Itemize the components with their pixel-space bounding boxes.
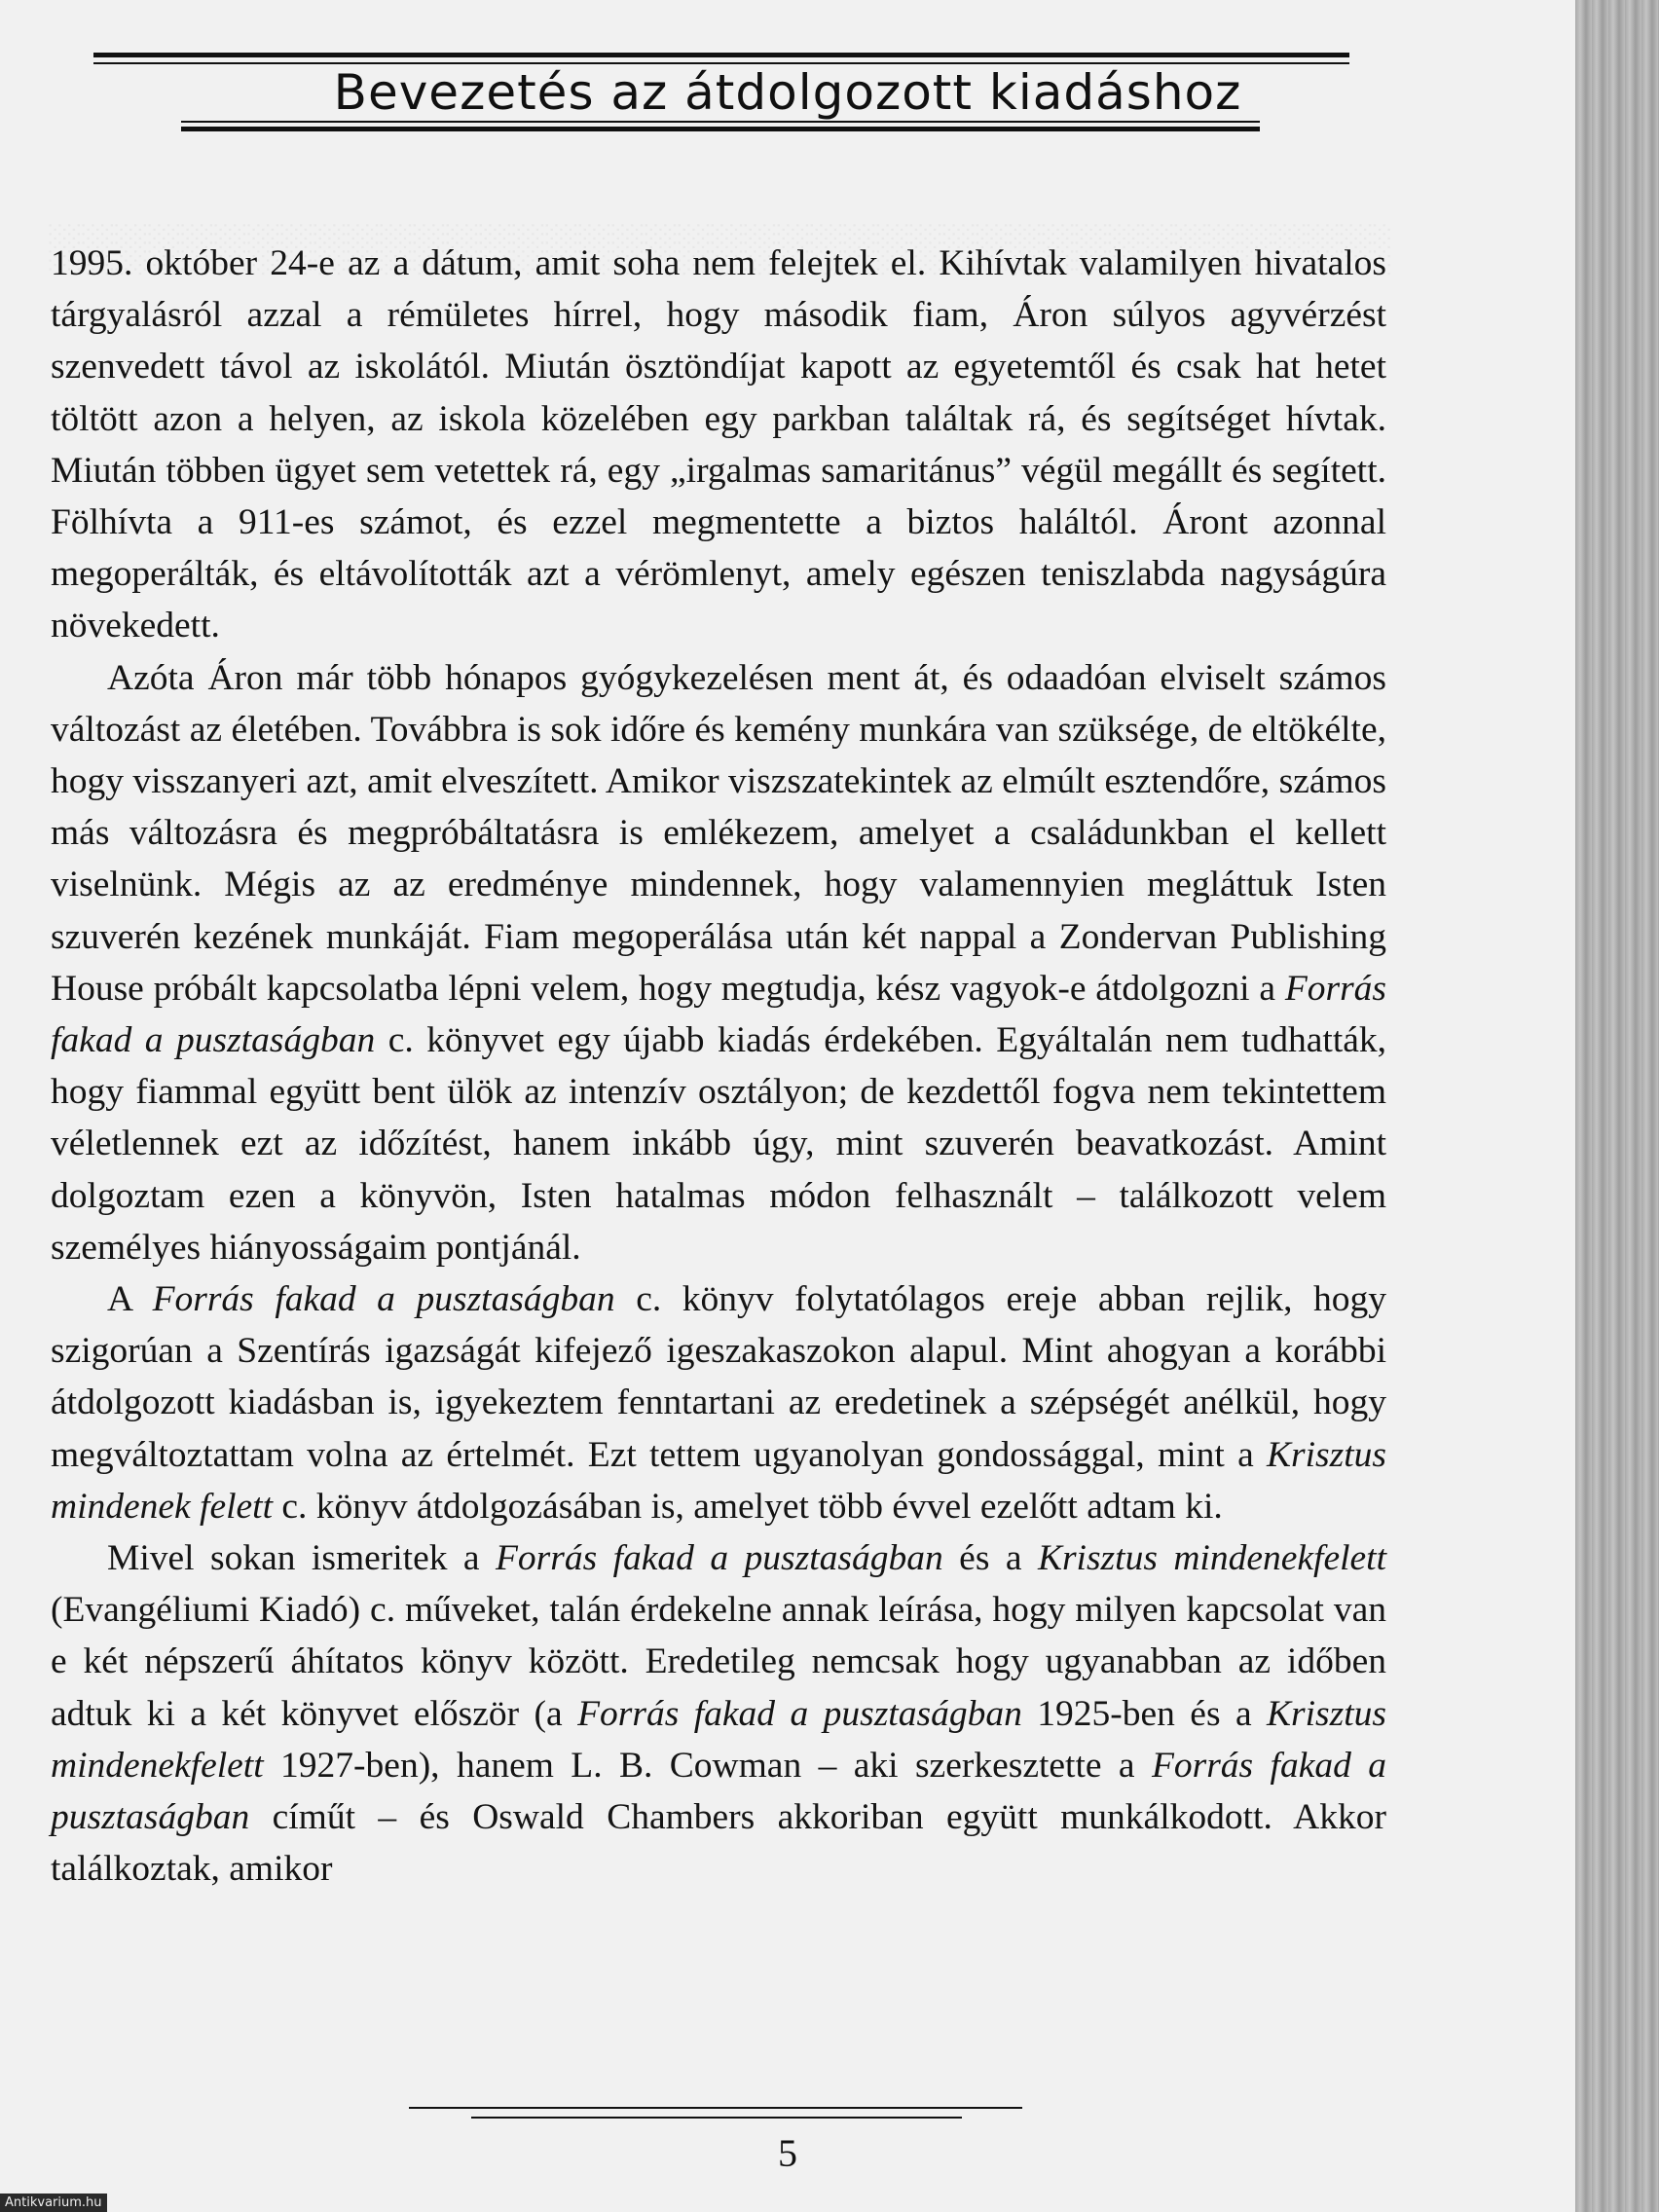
paragraph-text: c. könyv átdolgozásában is, amelyet több évvel ezelőtt adtam ki. [273, 1486, 1223, 1527]
header-rule-top-thick [93, 53, 1349, 57]
paragraph-text: Mivel sokan ismeritek a [107, 1538, 496, 1579]
watermark: Antikvarium.hu [0, 2194, 107, 2212]
page-number: 5 [778, 2131, 797, 2175]
footer-rule-bottom [471, 2117, 962, 2119]
footer-rule-top [409, 2107, 1022, 2109]
book-title-italic: Krisztus mindenekfelett [51, 1693, 1387, 1786]
paragraph-text: és a [942, 1538, 1038, 1579]
paragraph [51, 238, 1386, 652]
book-spine-edge [1575, 0, 1659, 2212]
book-title-italic: Forrás fakad a pusztaságban [577, 1693, 1022, 1734]
book-title-italic: Krisztus mindenek felett [51, 1434, 1386, 1527]
paragraph-text: 1925-ben és a [1021, 1693, 1268, 1734]
paragraph-text: (Evangéliumi Kiadó) c. műveket, talán érdekelne annak leírása, hogy milyen kapcsolat van e két népszerű áhítatos könyv között. Eredetileg nemcsak hogy ugyanabban az időben adtuk ki a két könyvet először (a [51, 1590, 1386, 1734]
paragraph-text: címűt – és Oswald Chambers akkoriban együtt munkálkodott. Akkor találkoztak, amikor [51, 1797, 1386, 1890]
paragraph-text: A [107, 1279, 153, 1320]
body-text [51, 238, 1386, 1896]
paragraph [51, 1273, 1386, 1532]
paragraph-text: 1927-ben), hanem L. B. Cowman – aki szerkesztette a [263, 1745, 1152, 1786]
chapter-title: Bevezetés az átdolgozott kiadáshoz [333, 64, 1242, 121]
paragraph-text: c. könyvet egy újabb kiadás érdekében. Egyáltalán nem tudhatták, hogy fiammal együtt bent ülök az intenzív osztályon; de kezdettől fogva nem tekintettem véletlennek ezt az időzítést, hanem inkább úgy, mint szuverén beavatkozást. Amint dolgoztam ezen a könyvön, Isten hatalmas módon felhasznált – találkozott velem személyes hiányosságaim pontjánál. [51, 1020, 1387, 1268]
header-rule-bottom-thin [181, 121, 1260, 123]
paragraph [51, 1532, 1386, 1895]
book-title-italic: Forrás fakad a pusztaságban [152, 1279, 615, 1320]
paragraph-text: c. könyv folytatólagos ereje abban rejlik, hogy szigorúan a Szentírás igazságát kifejező igeszakaszokon alapul. Mint ahogyan a korábbi átdolgozott kiadásban is, igyekeztem fenntartani az eredetinek a szépségét anélkül, hogy megváltoztattam volna az értelmét. Ezt tettem ugyanolyan gondossággal, mint a [51, 1279, 1387, 1475]
book-title-italic: Krisztus mindenekfelett [1037, 1538, 1386, 1579]
paragraph [51, 652, 1386, 1273]
paragraph-text: Azóta Áron már több hónapos gyógykezelésen ment át, és odaadóan elviselt számos változást az életében. Továbbra is sok időre és kemény munkára van szüksége, de eltökélte, hogy visszanyeri azt, amit elveszített. Amikor viszszatekintek az elmúlt esztendőre, számos más változásra és megpróbáltatásra is emlékezem, amelyet a családunkban el kellett viselnünk. Mégis az az eredménye mindennek, hogy valamennyien megláttuk Isten szuverén kezének munkáját. Fiam megoperálása után két nappal a Zondervan Publishing House próbált kapcsolatba lépni velem, hogy megtudja, kész vagyok-e átdolgozni a [51, 657, 1386, 1009]
book-title-italic: Forrás fakad a pusztaságban [496, 1538, 943, 1579]
book-title-italic: Forrás fakad a pusztaságban [51, 1745, 1387, 1838]
header-rule-bottom-thick [181, 127, 1260, 131]
paragraph-text: 1995. október 24-e az a dátum, amit soha nem felejtek el. Kihívtak valamilyen hivatalos tárgyalásról azzal a rémületes hírrel, hogy második fiam, Áron súlyos agyvérzést szenvedett távol az iskolától. Miután ösztöndíjat kapott az egyetemtől és csak hat hetet töltött azon a helyen, az iskola közelében egy parkban találtak rá, és segítséget hívtak. Miután többen ügyet sem vetettek rá, egy „irgalmas samaritánus” végül megállt és segített. Fölhívta a 911-es számot, és ezzel megmentette a biztos haláltól. Áront azonnal megoperálták, és eltávolították azt a vérömlenyt, amely egészen teniszlabda nagyságúra növekedett. [51, 243, 1386, 646]
book-title-italic: Forrás fakad a pusztaságban [51, 968, 1386, 1061]
